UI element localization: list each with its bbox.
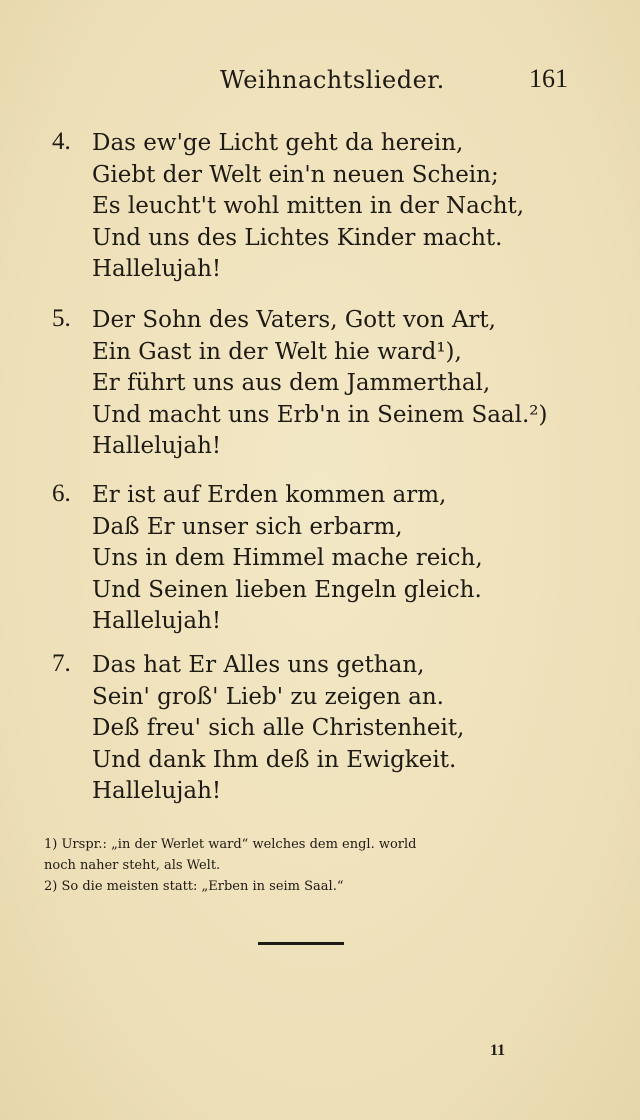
verse-line: Er ist auf Erden kommen arm, <box>92 482 447 508</box>
stanza-number: 7. <box>52 650 71 677</box>
verse-line: Es leucht't wohl mitten in der Nacht, <box>92 193 525 219</box>
verse-line: Ein Gast in der Welt hie ward¹), <box>92 338 462 365</box>
verse-line: Hallelujah! <box>92 778 222 804</box>
verse-line: Deß freu' sich alle Christenheit, <box>92 715 465 741</box>
verse-line: Und Seinen lieben Engeln gleich. <box>92 576 482 603</box>
verse-line: Hallelujah! <box>92 256 222 282</box>
verse-line: Und macht uns Erb'n in Seinem Saal.²) <box>92 401 548 428</box>
stanza-number: 4. <box>52 128 71 155</box>
verse-line: Der Sohn des Vaters, Gott von Art, <box>92 307 496 333</box>
stanza-6 <box>52 480 592 638</box>
verse-line: Sein' groß' Lieb' zu zeigen an. <box>92 683 444 710</box>
footnotes <box>44 834 584 897</box>
stanza-number: 6. <box>52 480 71 507</box>
stanza-5 <box>52 305 592 463</box>
verse-line: Hallelujah! <box>92 608 222 634</box>
verse-line: Das hat Er Alles uns gethan, <box>92 652 425 678</box>
verse-line: Giebt der Welt ein'n neuen Schein; <box>92 161 499 188</box>
signature-mark: 11 <box>490 1042 506 1059</box>
footnote-1-continued: noch naher steht, als Welt. <box>44 858 221 873</box>
verse-line: Daß Er unser sich erbarm, <box>92 513 403 540</box>
footnote-2: 2) So die meisten statt: „Erben in seim Saal.“ <box>44 879 344 894</box>
verse-line: Er führt uns aus dem Jammerthal, <box>92 370 491 396</box>
page-number: 161 <box>529 64 568 93</box>
stanza-4 <box>52 128 592 286</box>
verse-line: Uns in dem Himmel mache reich, <box>92 545 483 571</box>
verse-line: Und dank Ihm deß in Ewigkeit. <box>92 746 457 773</box>
verse-line: Und uns des Lichtes Kinder macht. <box>92 224 503 251</box>
running-header: Weihnachtslieder. <box>220 66 445 94</box>
stanza-7 <box>52 650 592 808</box>
stanza-number: 5. <box>52 305 71 332</box>
divider-rule <box>258 942 344 945</box>
verse-line: Hallelujah! <box>92 433 222 459</box>
footnote-1: 1) Urspr.: „in der Werlet ward“ welches dem engl. world <box>44 837 417 852</box>
verse-line: Das ew'ge Licht geht da herein, <box>92 130 464 156</box>
